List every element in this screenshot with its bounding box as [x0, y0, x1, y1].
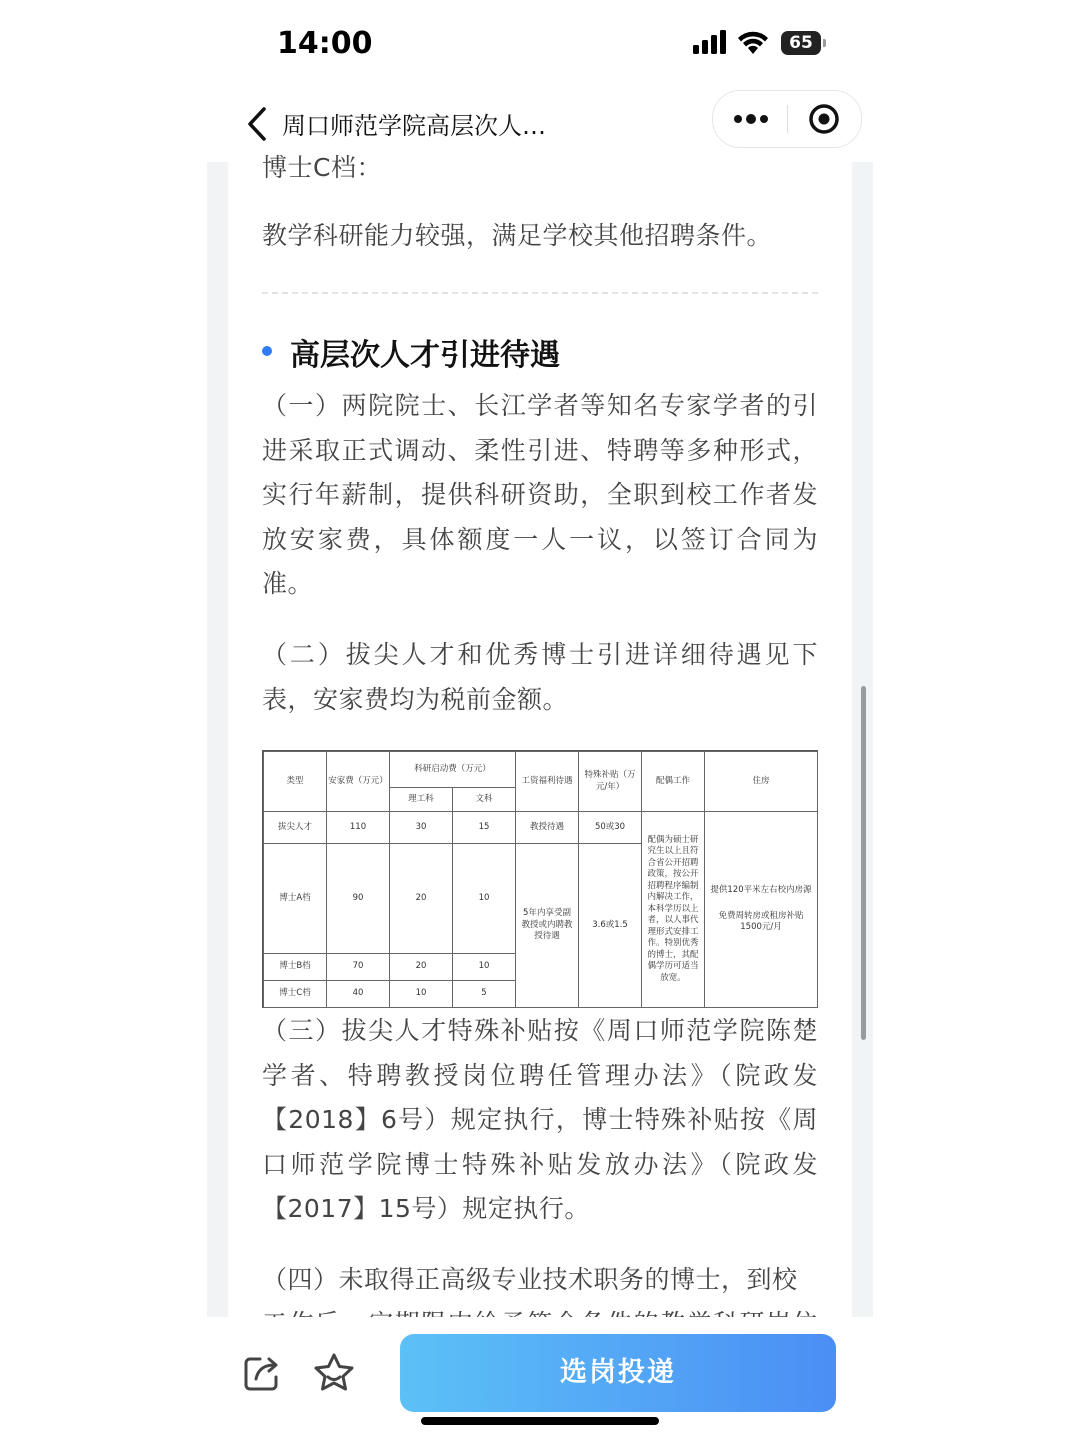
status-bar — [0, 0, 1080, 90]
cell-arts: 5 — [453, 981, 516, 1008]
requirement-text: 教学科研能力较强，满足学校其他招聘条件。 — [262, 221, 773, 250]
cell-settle: 90 — [327, 844, 390, 954]
cell-arts: 10 — [453, 954, 516, 981]
cell-subsidy-top: 50或30 — [579, 812, 642, 844]
bullet-dot-icon — [262, 346, 272, 356]
dashed-divider — [262, 292, 818, 294]
cell-type: 博士A档 — [264, 844, 327, 954]
bottom-action-bar — [0, 1317, 1080, 1439]
cell-science: 10 — [390, 981, 453, 1008]
cell-type: 博士C档 — [264, 981, 327, 1008]
paragraph-3: （三）拔尖人才特殊补贴按《周口师范学院陈楚学者、特聘教授岗位聘任管理办法》（院政发【2018】6号）规定执行，博士特殊补贴按《周口师范学院博士特殊补贴发放办法》（院政发【2017】15号）规定执行。 — [262, 1016, 818, 1223]
cell-settle: 110 — [327, 812, 390, 844]
cell-welfare-top: 教授待遇 — [516, 812, 579, 844]
paragraph-2: （二）拔尖人才和优秀博士引进详细待遇见下表，安家费均为税前金额。 — [262, 640, 818, 714]
housing-line-2: 免费周转房或租房补贴1500元/月 — [718, 910, 804, 933]
cell-type: 博士B档 — [264, 954, 327, 981]
battery-indicator: 65 — [781, 31, 821, 55]
paragraph-4: （四）未取得正高级专业技术职务的博士，到校 — [262, 1265, 798, 1294]
cellular-signal-icon — [693, 30, 729, 54]
cell-type: 拔尖人才 — [264, 812, 327, 844]
cell-subsidy-rest: 3.6或1.5 — [579, 844, 642, 1008]
benefits-table — [262, 750, 818, 1008]
home-indicator — [421, 1417, 659, 1425]
paragraph-1: （一）两院院士、长江学者等知名专家学者的引进采取正式调动、柔性引进、特聘等多种形式，实行年薪制，提供科研资助，全职到校工作者发放安家费，具体额度一人一议，以签订合同为准。 — [262, 391, 818, 598]
header-settle: 安家费（万元） — [327, 752, 390, 812]
cell-welfare-rest: 5年内享受副教授或内聘教授待遇 — [516, 844, 579, 1008]
more-button[interactable] — [713, 91, 787, 147]
clock: 14:00 — [277, 26, 373, 61]
header-welfare: 工资福利待遇 — [516, 752, 579, 812]
wifi-icon — [736, 30, 770, 54]
table-row — [264, 812, 818, 844]
header-science: 理工科 — [390, 788, 453, 812]
page-title: 周口师范学院高层次人… — [282, 112, 546, 140]
clipped-heading-line: 博士C档： — [262, 153, 382, 182]
housing-line-1: 提供120平米左右校内房源 — [710, 885, 812, 896]
cell-settle: 70 — [327, 954, 390, 981]
header-fund: 科研启动费（万元） — [390, 752, 516, 788]
header-arts: 文科 — [453, 788, 516, 812]
cell-arts: 15 — [453, 812, 516, 844]
header-spouse: 配偶工作 — [642, 752, 705, 812]
cell-spouse: 配偶为硕士研究生以上且符合省公开招聘政策，按公开招聘程序编制内解决工作，本科学历以上者，以人事代理形式安排工作。特别优秀的博士，其配偶学历可适当放宽。 — [642, 812, 705, 1008]
cell-science: 20 — [390, 844, 453, 954]
article-card[interactable] — [228, 153, 852, 1317]
share-icon[interactable] — [242, 1353, 284, 1393]
scrollbar-thumb[interactable] — [861, 686, 866, 1040]
target-circle-icon — [788, 91, 861, 147]
close-miniprogram-button[interactable] — [788, 91, 861, 147]
header-type: 类型 — [264, 752, 327, 812]
cell-science: 20 — [390, 954, 453, 981]
more-dots-icon — [713, 91, 787, 147]
cell-arts: 10 — [453, 844, 516, 954]
header-housing: 住房 — [705, 752, 818, 812]
back-arrow-icon[interactable] — [244, 104, 274, 144]
section-title: 高层次人才引进待遇 — [290, 338, 560, 373]
cell-science: 30 — [390, 812, 453, 844]
mini-program-capsule — [712, 90, 862, 148]
cell-settle: 40 — [327, 981, 390, 1008]
cell-housing — [705, 812, 818, 1008]
header-subsidy: 特殊补贴（万元/年） — [579, 752, 642, 812]
star-favorite-icon[interactable] — [312, 1351, 356, 1395]
apply-button[interactable]: 选岗投递 — [400, 1334, 836, 1412]
